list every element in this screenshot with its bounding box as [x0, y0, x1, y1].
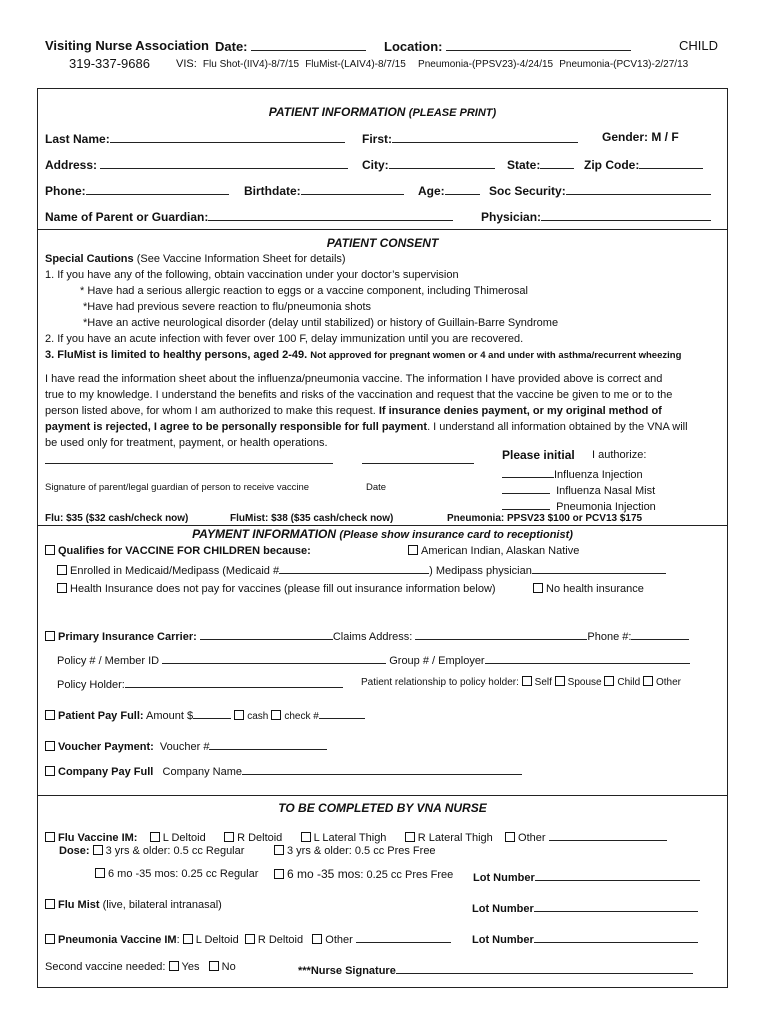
checkbox[interactable] [301, 832, 311, 842]
vis-label: VIS: [176, 58, 197, 70]
price-flu: Flu: $35 ($32 cash/check now) [45, 513, 189, 524]
checkbox[interactable] [150, 832, 160, 842]
checkbox[interactable] [45, 741, 55, 751]
soc-security-field[interactable]: Soc Security: [489, 182, 711, 198]
zip-field[interactable]: Zip Code: [584, 156, 703, 172]
auth-pneumonia-injection[interactable]: Pneumonia Injection [502, 497, 656, 513]
checkbox[interactable] [57, 583, 67, 593]
lot-number-1[interactable]: Lot Number [473, 868, 700, 884]
flu-mist-row[interactable]: Flu Mist (live, bilateral intranasal) [45, 899, 222, 911]
checkbox[interactable] [405, 832, 415, 842]
pneumonia-im-row: Pneumonia Vaccine IM: L Deltoid R Deltoid Other [45, 930, 451, 946]
price-pneumonia: Pneumonia: PPSV23 $100 or PCV13 $175 [447, 513, 643, 524]
checkbox[interactable] [555, 676, 565, 686]
relationship-field[interactable]: Patient relationship to policy holder: Self Spouse Child Other [361, 677, 681, 688]
checkbox[interactable] [274, 845, 284, 855]
checkbox[interactable] [234, 710, 244, 720]
no-insurance[interactable]: No health insurance [533, 583, 644, 595]
checkbox[interactable] [533, 583, 543, 593]
checkbox[interactable] [45, 832, 55, 842]
caution-3: 3. FluMist is limited to healthy persons, aged 2-49. Not approved for pregnant women or 4 and under with asthma/recurrent wheezing [45, 349, 682, 361]
checkbox[interactable] [45, 899, 55, 909]
vfc-medicaid[interactable]: Enrolled in Medicaid/Medipass (Medicaid # ) Medipass physician [57, 561, 666, 577]
patient-pay-field[interactable]: Patient Pay Full: Amount $ cash check # [45, 706, 365, 722]
signature-date-line[interactable] [362, 463, 474, 464]
checkbox[interactable] [93, 845, 103, 855]
city-field[interactable]: City: [362, 156, 495, 172]
header-location-label: Location: [384, 38, 631, 54]
checkbox[interactable] [224, 832, 234, 842]
policy-holder-field[interactable]: Policy Holder: [57, 675, 343, 691]
checkbox[interactable] [408, 545, 418, 555]
flu-vaccine-im-row: Flu Vaccine IM: L Deltoid R Deltoid L Lateral Thigh R Lateral Thigh Other [45, 828, 667, 844]
checkbox[interactable] [505, 832, 515, 842]
age-field[interactable]: Age: [418, 182, 480, 198]
first-name-field[interactable]: First: [362, 130, 578, 146]
vis-line [176, 58, 688, 70]
payment-title: PAYMENT INFORMATION (Please show insurance card to receptionist) [192, 527, 573, 541]
guardian-field[interactable]: Name of Parent or Guardian: [45, 208, 453, 224]
header-date-field[interactable] [251, 38, 366, 51]
vis-flushot: Flu Shot-(IIV4)-8/7/15 [202, 59, 300, 70]
nurse-signature-field[interactable]: ***Nurse Signature [298, 961, 693, 977]
nurse-title: TO BE COMPLETED BY VNA NURSE [278, 801, 487, 815]
checkbox[interactable] [271, 710, 281, 720]
caution-2: 2. If you have an acute infection with fever over 100 F, delay immunization until you are recovered. [45, 333, 524, 345]
dose-row-2[interactable]: 6 mo -35 mos: 0.25 cc Regular [95, 868, 258, 880]
header-location-field[interactable] [446, 38, 631, 51]
signature-label: Signature of parent/legal guardian of person to receive vaccine [45, 482, 310, 493]
caution-1a: * Have had a serious allergic reaction to eggs or a vaccine component, including Thimerosal [80, 285, 528, 297]
vis-flumist: FluMist-(LAIV4)-8/7/15 [305, 59, 406, 70]
checkbox[interactable] [312, 934, 322, 944]
authorize-label: I authorize: [592, 449, 647, 461]
checkbox[interactable] [45, 710, 55, 720]
patient-info-title: PATIENT INFORMATION (PLEASE PRINT) [268, 105, 497, 119]
divider [37, 795, 728, 796]
child-label: CHILD [679, 38, 719, 53]
lot-number-3[interactable]: Lot Number [472, 930, 698, 946]
divider [37, 525, 728, 526]
org-name: Visiting Nurse Association [45, 38, 209, 53]
physician-field[interactable]: Physician: [481, 208, 711, 224]
signature-line[interactable] [45, 463, 333, 464]
checkbox[interactable] [245, 934, 255, 944]
voucher-field[interactable]: Voucher Payment: Voucher # [45, 737, 327, 753]
checkbox[interactable] [169, 961, 179, 971]
checkbox[interactable] [45, 631, 55, 641]
gender-field[interactable]: Gender: M / F [602, 130, 679, 144]
policy-number-field[interactable]: Policy # / Member ID Group # / Employer [57, 651, 690, 667]
checkbox[interactable] [45, 545, 55, 555]
dose-row-1b[interactable]: 3 yrs & older: 0.5 cc Pres Free [274, 845, 436, 857]
checkbox[interactable] [522, 676, 532, 686]
dose-row-2b[interactable]: 6 mo -35 mos: 0.25 cc Pres Free [274, 867, 453, 881]
checkbox[interactable] [95, 868, 105, 878]
caution-1b: *Have had previous severe reaction to flu/pneumonia shots [83, 301, 372, 313]
price-flumist: FluMist: $38 ($35 cash/check now) [230, 513, 394, 524]
phone-field[interactable]: Phone: [45, 182, 229, 198]
state-field[interactable]: State: [507, 156, 574, 172]
vfc-native[interactable]: American Indian, Alaskan Native [408, 545, 579, 557]
caution-1: 1. If you have any of the following, obtain vaccination under your doctor’s supervision [45, 269, 459, 281]
divider [37, 229, 728, 230]
lot-number-2[interactable]: Lot Number [472, 899, 698, 915]
second-vaccine-row: Second vaccine needed: Yes No [45, 961, 236, 973]
auth-influenza-injection[interactable]: Influenza Injection [502, 465, 643, 481]
checkbox[interactable] [45, 934, 55, 944]
checkbox[interactable] [604, 676, 614, 686]
insurance-no-pay[interactable]: Health Insurance does not pay for vaccines (please fill out insurance information below) [57, 583, 496, 595]
last-name-field[interactable]: Last Name: [45, 130, 345, 146]
caution-1c: *Have an active neurological disorder (delay until stabilized) or history of Guillain-Barre Syndrome [83, 317, 559, 329]
special-cautions: Special Cautions (See Vaccine Information Sheet for details) [45, 253, 346, 265]
checkbox[interactable] [183, 934, 193, 944]
company-pay-field[interactable]: Company Pay Full Company Name [45, 762, 522, 778]
consent-title: PATIENT CONSENT [326, 236, 439, 250]
primary-carrier-field[interactable]: Primary Insurance Carrier: Claims Address: Phone #: [45, 627, 689, 643]
address-field[interactable]: Address: [45, 156, 348, 172]
checkbox[interactable] [57, 565, 67, 575]
please-initial: Please initial [502, 448, 575, 462]
vis-pneumo23: Pneumonia-(PPSV23)-4/24/15 [418, 59, 554, 70]
birthdate-field[interactable]: Birthdate: [244, 182, 404, 198]
auth-influenza-nasal[interactable]: Influenza Nasal Mist [502, 481, 655, 497]
checkbox[interactable] [274, 869, 284, 879]
vis-pneumo13: Pneumonia-(PCV13)-2/27/13 [559, 59, 689, 70]
checkbox[interactable] [45, 766, 55, 776]
checkbox[interactable] [643, 676, 653, 686]
header-date-label: Date: [215, 38, 366, 54]
checkbox[interactable] [209, 961, 219, 971]
consent-paragraph: I have read the information sheet about the influenza/pneumonia vaccine. The information I have provided above is correct and true to my knowledge. I understand the benefits and risks of the vaccination and request that the vaccine be given to me or to the person listed above, for whom I am authorized to make this request. If insurance denies payment, or my original method of payment is rejected, I agree to be personally responsible for full payment. I understand all information obtained by the VNA will be used only for treatment, payment, or health operations. [45, 373, 688, 449]
org-phone: 319-337-9686 [69, 56, 150, 71]
signature-date-label: Date [366, 482, 387, 493]
vfc-qualifies[interactable]: Qualifies for VACCINE FOR CHILDREN because: [45, 545, 311, 557]
dose-row-1: Dose: 3 yrs & older: 0.5 cc Regular [59, 845, 245, 857]
